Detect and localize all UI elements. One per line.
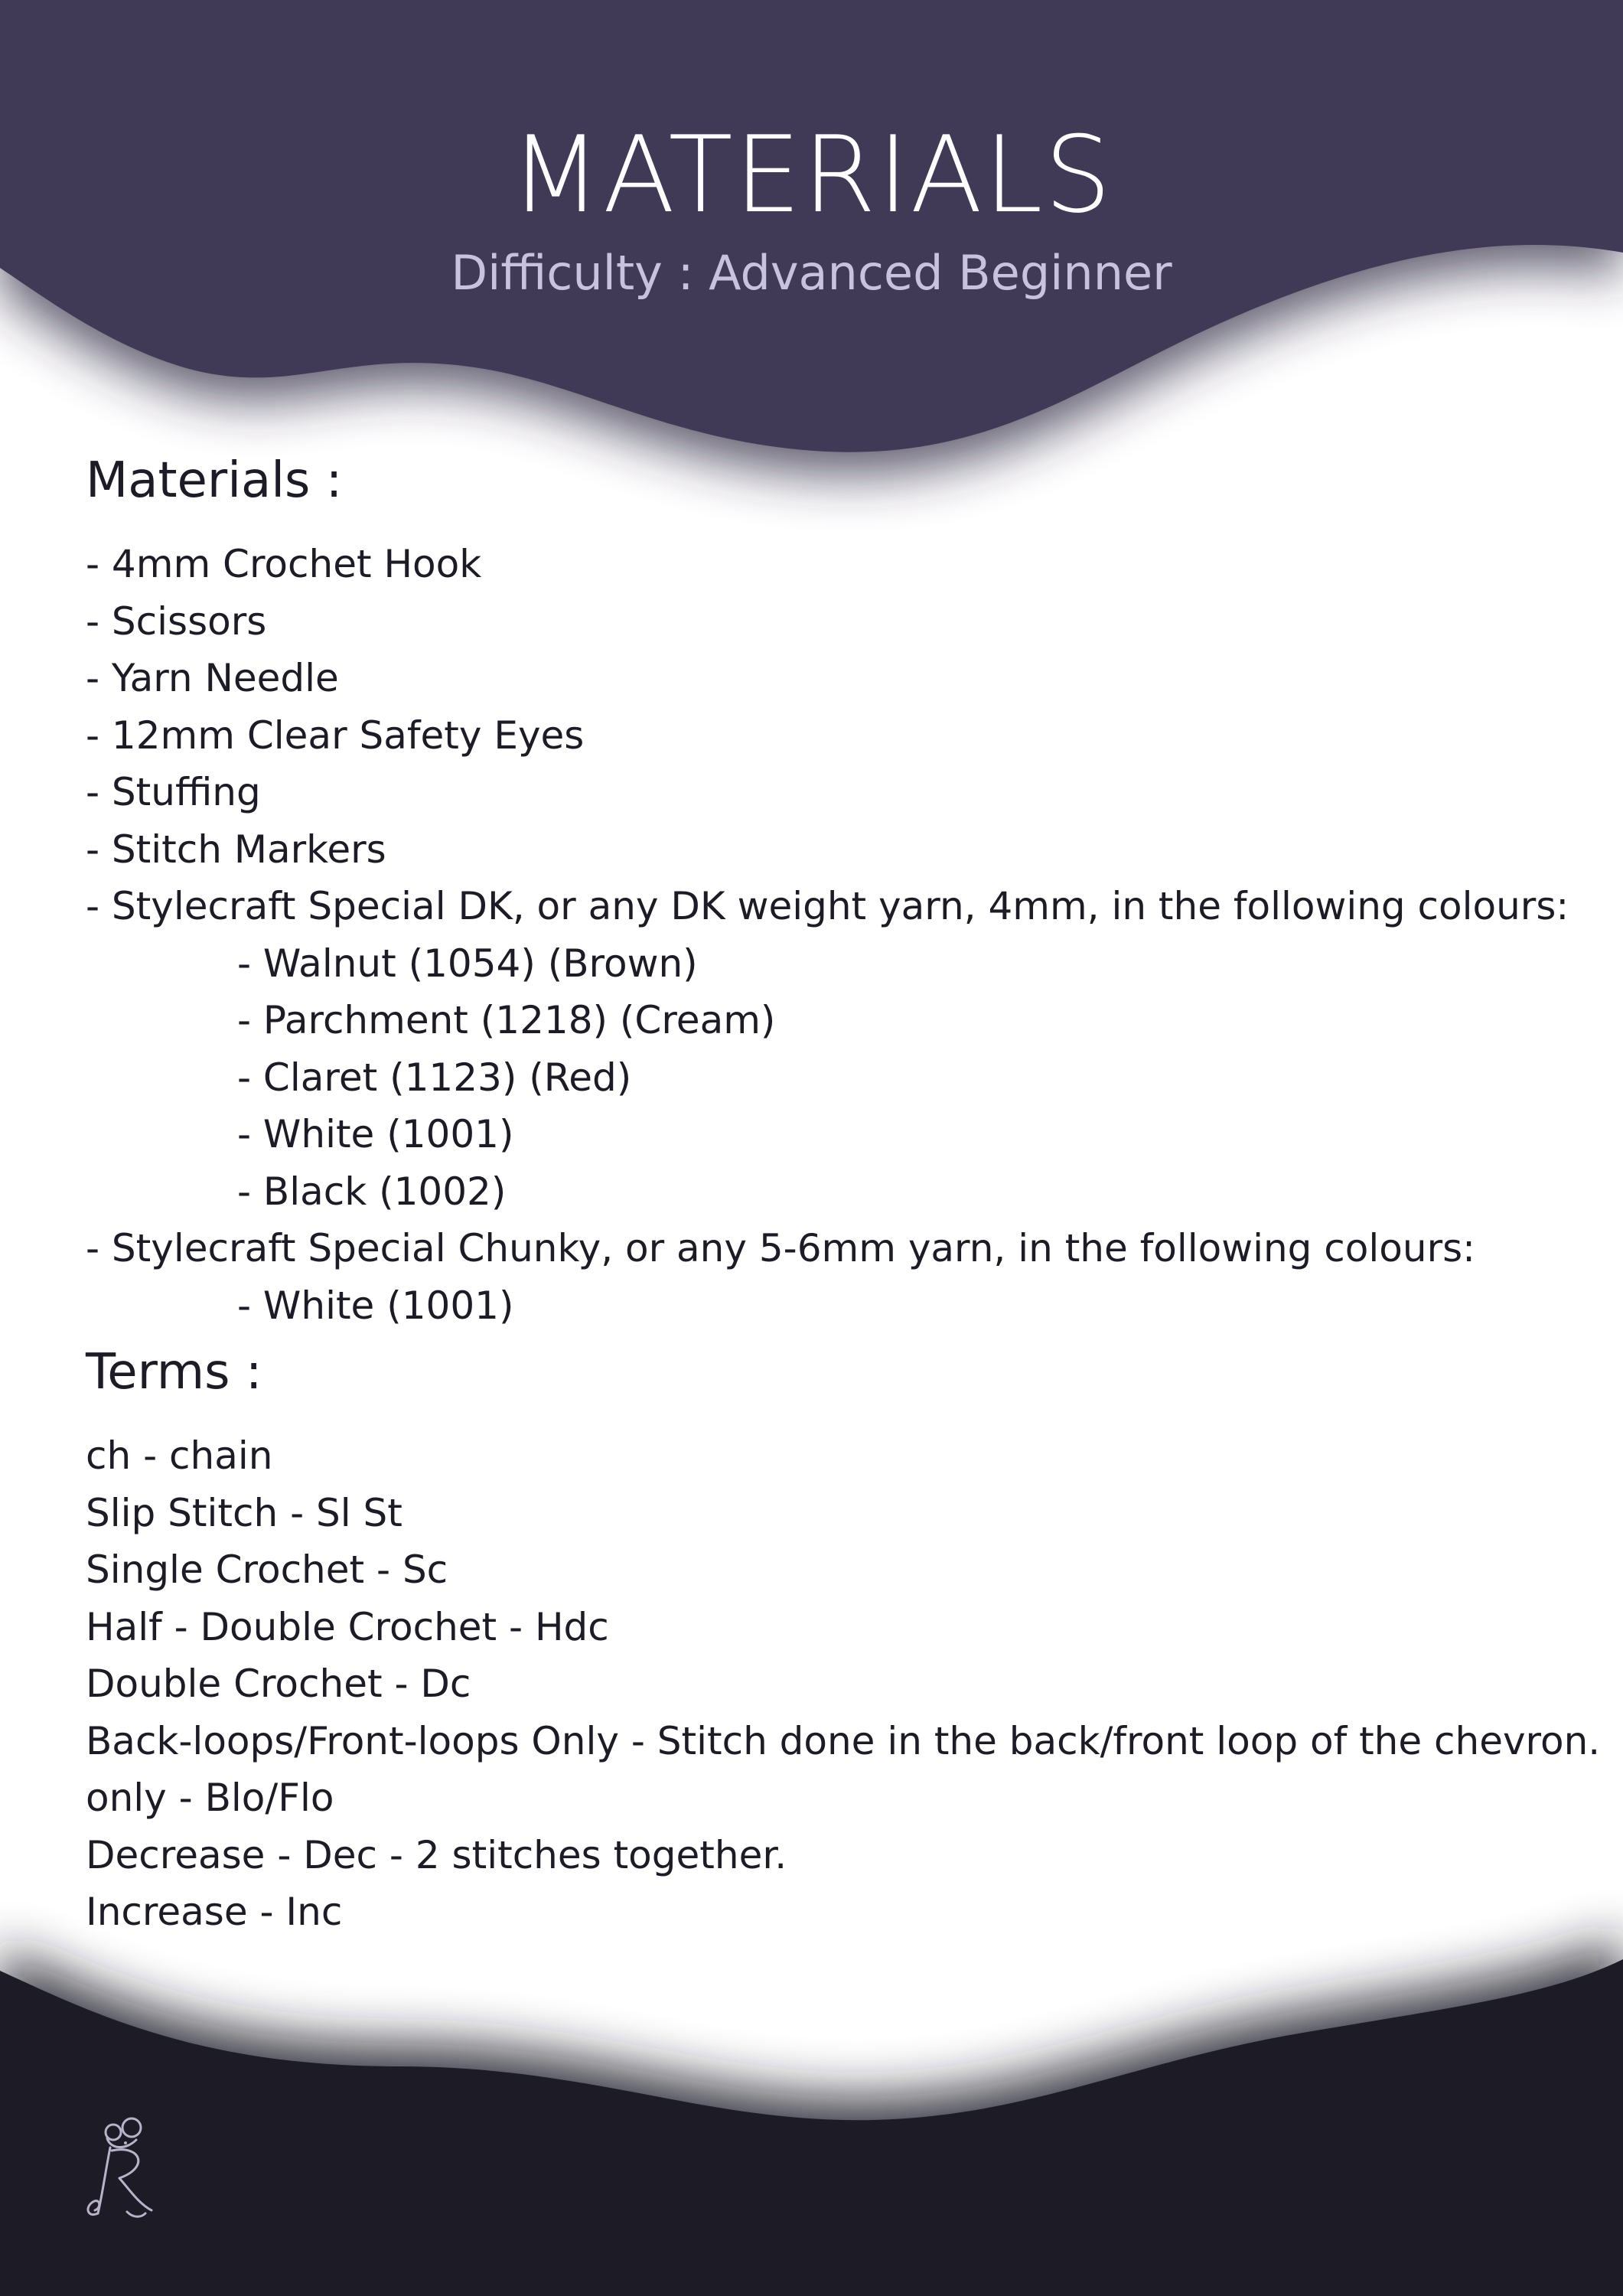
page-title: MATERIALS xyxy=(510,113,1113,236)
mouse-monogram-icon xyxy=(80,2117,164,2224)
list-item: - White (1001) xyxy=(237,1283,514,1328)
list-item: Double Crochet - Dc xyxy=(86,1662,471,1706)
list-item: only - Blo/Flo xyxy=(86,1776,334,1820)
materials-heading: Materials : xyxy=(86,452,343,509)
list-item: ch - chain xyxy=(86,1433,273,1478)
content xyxy=(86,452,1601,1941)
list-item: - Scissors xyxy=(86,598,267,644)
list-item: - Yarn Needle xyxy=(86,656,339,700)
list-item: - Black (1002) xyxy=(237,1169,507,1214)
terms-heading: Terms : xyxy=(86,1344,262,1401)
list-item: - Parchment (1218) (Cream) xyxy=(237,998,776,1042)
list-item: - Stylecraft Special DK, or any DK weight yarn, 4mm, in the following colours: xyxy=(86,884,1569,928)
list-item: - Stylecraft Special Chunky, or any 5-6mm yarn, in the following colours: xyxy=(86,1226,1476,1270)
list-item: - White (1001) xyxy=(237,1112,514,1156)
list-item: Single Crochet - Sc xyxy=(86,1548,448,1592)
list-item: - Claret (1123) (Red) xyxy=(237,1055,632,1100)
list-item: - Stitch Markers xyxy=(86,827,386,872)
list-item: - 4mm Crochet Hook xyxy=(86,542,482,586)
list-item: - Stuffing xyxy=(86,770,261,814)
list-item: Half - Double Crochet - Hdc xyxy=(86,1604,609,1649)
difficulty-subtitle: Difficulty : Advanced Beginner xyxy=(451,245,1172,301)
list-item: - 12mm Clear Safety Eyes xyxy=(86,713,585,758)
list-item: - Walnut (1054) (Brown) xyxy=(237,941,698,986)
list-item: Increase - Inc xyxy=(86,1890,343,1934)
list-item: Decrease - Dec - 2 stitches together. xyxy=(86,1832,787,1877)
materials-list xyxy=(86,536,1586,1334)
list-item: Back-loops/Front-loops Only - Stitch done in the back/front loop of the chevron. xyxy=(86,1718,1601,1763)
terms-list xyxy=(86,1427,1601,1941)
list-item: Slip Stitch - Sl St xyxy=(86,1490,402,1535)
